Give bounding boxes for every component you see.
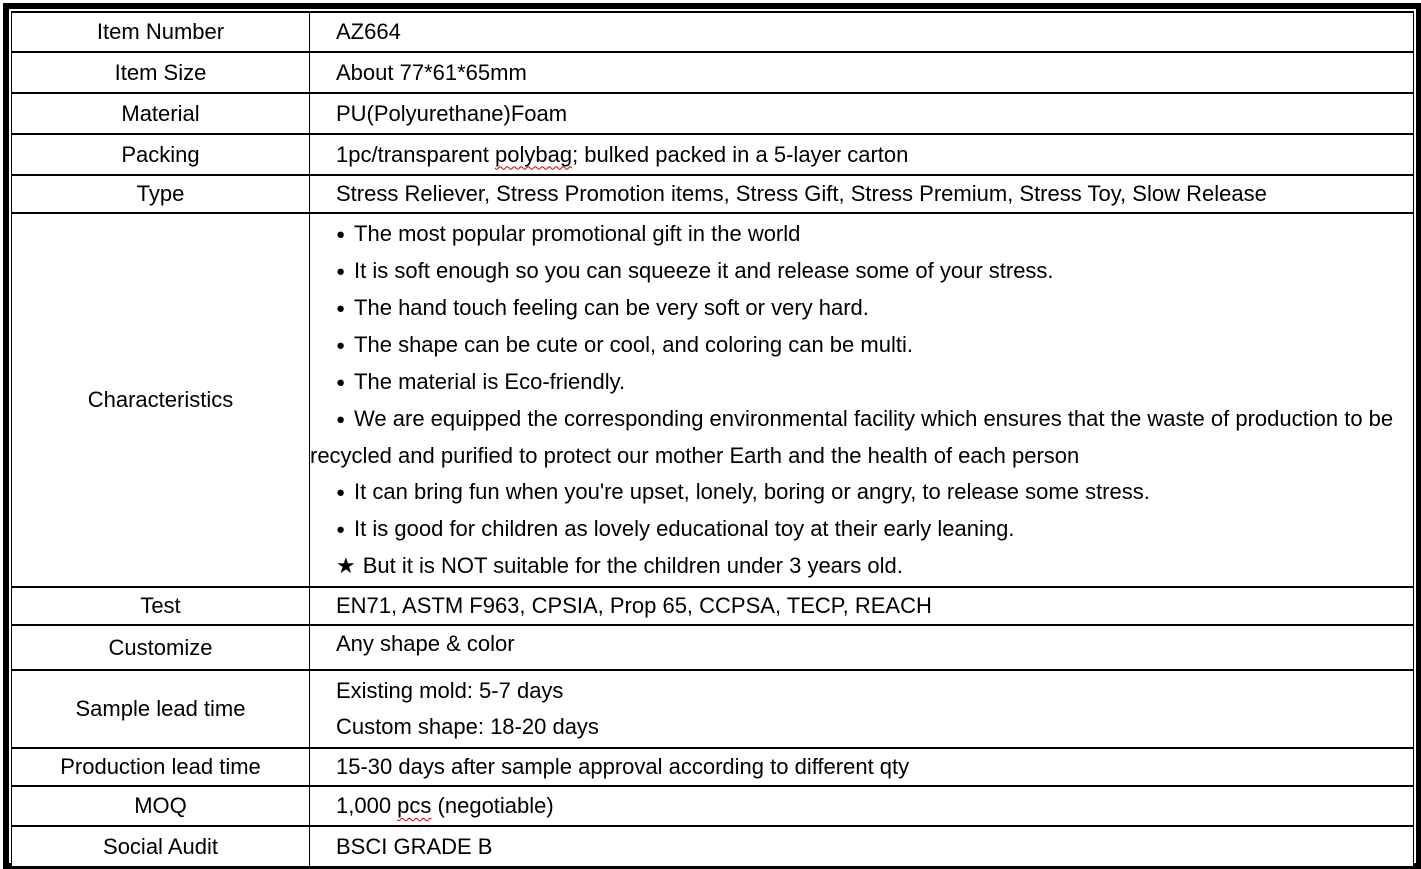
bullet-icon: ● [336,374,346,391]
material-value: PU(Polyurethane)Foam [310,93,1414,134]
packing-value-pre: 1pc/transparent [336,141,495,167]
material-label: Material [12,93,310,134]
row-customize [12,625,1414,670]
type-label: Type [12,175,310,213]
row-test [12,587,1414,625]
product-spec-table [11,11,1414,868]
test-label: Test [12,587,310,625]
sample-lead-time-value [310,670,1414,748]
packing-value [310,134,1414,175]
row-social-audit [12,826,1414,867]
social-audit-label: Social Audit [12,826,310,867]
characteristics-item [310,401,1409,474]
characteristics-item-text: But it is NOT suitable for the children under 3 years old. [362,553,903,578]
customize-value: Any shape & color [310,625,1414,670]
star-icon: ★ [336,553,356,578]
bullet-icon: ● [336,263,346,280]
bullet-icon: ● [336,337,346,354]
characteristics-label: Characteristics [12,213,310,587]
moq-misspelled-word: pcs [397,793,432,818]
moq-label: MOQ [12,786,310,826]
characteristics-item [310,216,1409,253]
row-material [12,93,1414,134]
item-number-value: AZ664 [310,12,1414,52]
row-item-size [12,52,1414,93]
social-audit-value: BSCI GRADE B [310,826,1414,867]
row-characteristics [12,213,1414,587]
characteristics-item-text: The hand touch feeling can be very soft or very hard. [354,295,869,320]
characteristics-item [310,474,1409,511]
packing-misspelled-word: polybag [494,141,573,167]
moq-value-post: (negotiable) [431,793,554,818]
characteristics-item-text: It is soft enough so you can squeeze it and release some of your stress. [354,258,1054,283]
sample-lead-time-line2: Custom shape: 18-20 days [336,714,599,739]
characteristics-item-text: It can bring fun when you're upset, lonely, boring or angry, to release some stress. [354,479,1150,504]
item-number-label: Item Number [12,12,310,52]
sample-lead-time-line1: Existing mold: 5-7 days [336,678,564,703]
bullet-icon: ● [336,226,346,243]
moq-value-pre: 1,000 [336,793,398,818]
item-size-label: Item Size [12,52,310,93]
characteristics-item [310,548,1409,584]
row-type [12,175,1414,213]
row-moq [12,786,1414,826]
row-sample-lead-time [12,670,1414,748]
item-size-value: About 77*61*65mm [310,52,1414,93]
production-lead-time-label: Production lead time [12,748,310,786]
characteristics-item [310,511,1409,548]
row-production-lead-time [12,748,1414,786]
characteristics-item-text: The material is Eco-friendly. [354,369,626,394]
bullet-icon: ● [336,300,346,317]
moq-value [310,786,1414,826]
characteristics-item-text: We are equipped the corresponding environmental facility which ensures that the waste of production to be recycled and purified to protect our mother Earth and the health of each person [310,406,1394,468]
packing-label: Packing [12,134,310,175]
characteristics-item-text: The shape can be cute or cool, and coloring can be multi. [354,332,913,357]
customize-label: Customize [12,625,310,670]
test-value: EN71, ASTM F963, CPSIA, Prop 65, CCPSA, TECP, REACH [310,587,1414,625]
bullet-icon: ● [336,484,346,501]
type-value: Stress Reliever, Stress Promotion items, Stress Gift, Stress Premium, Stress Toy, Slow Release [310,175,1414,213]
spec-table-frame [3,3,1421,869]
packing-value-post: ; bulked packed in a 5-layer carton [572,141,909,167]
characteristics-item [310,290,1409,327]
characteristics-value [310,213,1414,587]
characteristics-item [310,253,1409,290]
bullet-icon: ● [336,521,346,538]
characteristics-item-text: The most popular promotional gift in the world [354,221,801,246]
bullet-icon: ● [336,411,346,428]
characteristics-item [310,364,1409,401]
characteristics-item-text: It is good for children as lovely educational toy at their early leaning. [354,516,1015,541]
production-lead-time-value: 15-30 days after sample approval according to different qty [310,748,1414,786]
row-packing [12,134,1414,175]
sample-lead-time-label: Sample lead time [12,670,310,748]
row-item-number [12,12,1414,52]
characteristics-item [310,327,1409,364]
